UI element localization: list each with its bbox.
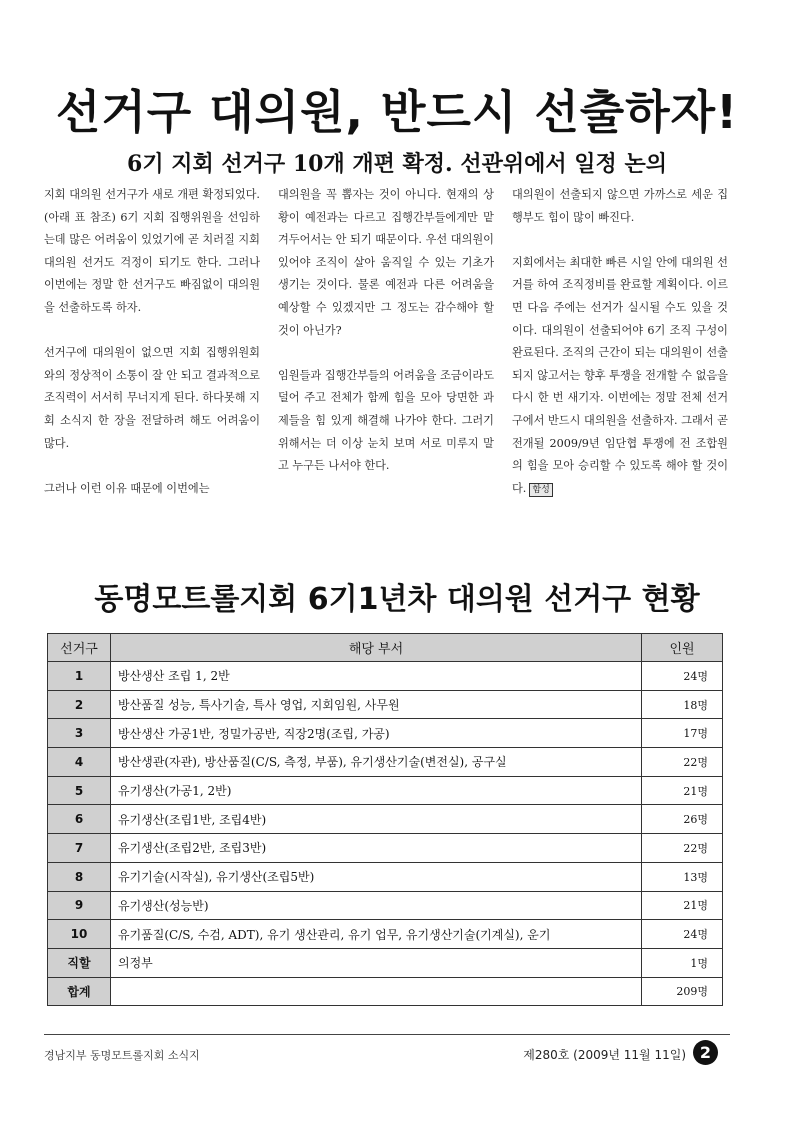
department-cell: 방산생관(자관), 방산품질(C/S, 측정, 부품), 유기생산기술(변전실), 공구실 [111,748,642,777]
footer-issue: 제280호 (2009년 11월 11일) [523,1048,686,1062]
count-cell: 209명 [642,977,723,1006]
paragraph: 대의원이 선출되지 않으면 가까스로 세운 집행부도 힘이 많이 빠진다. [512,188,728,224]
district-cell: 3 [48,719,111,748]
department-cell: 유기생산(가공1, 2반) [111,776,642,805]
table-total-row [48,977,723,1006]
article-body [44,184,730,500]
table-row [48,834,723,863]
district-cell: 1 [48,662,111,691]
column-header-count: 인원 [642,634,723,662]
paragraph: 지회 대의원 선거구가 새로 개편 확정되었다. (아래 표 참조) 6기 지회 집행위원을 선임하는데 많은 어려움이 있었기에 곧 치러질 지회 대의원 선거도 걱정이 되기도 한다. 그러나 이번에는 정말 한 선거구도 빠짐없이 대의원을 선출하도록 하자. [44,188,260,314]
table-row [48,776,723,805]
district-cell: 6 [48,805,111,834]
paragraph: 대의원을 꼭 뽑자는 것이 아니다. 현재의 상황이 예전과는 다르고 집행간부들에게만 맡겨두어서는 안 되기 때문이다. 우선 대의원이 있어야 조직이 살아 움직일 수 있는 기초가 생기는 것이다. 물론 예전과 다른 어려움을 예상할 수 있겠지만 그 정도는 감수해야 할 것이 아닌가? [278,188,494,337]
count-cell: 18명 [642,690,723,719]
district-cell: 4 [48,748,111,777]
district-cell: 8 [48,862,111,891]
paragraph: 선거구에 대의원이 없으면 지회 집행위원회와의 정상적이 소통이 잘 안 되고 결과적으로 조직력이 서서히 무너지게 된다. 하다못해 지회 소식지 한 장을 전달하려 해도 어려움이 많다. [44,346,260,450]
department-cell: 방산생산 조립 1, 2반 [111,662,642,691]
department-cell: 유기생산(조립2반, 조립3반) [111,834,642,863]
table-row [48,948,723,977]
district-cell: 직할 [48,948,111,977]
district-cell: 7 [48,834,111,863]
count-cell: 24명 [642,920,723,949]
subheadline: 6기 지회 선거구 10개 개편 확정. 선관위에서 일정 논의 [127,151,667,177]
table-row [48,891,723,920]
table-title: 동명모트롤지회 6기1년차 대의원 선거구 현황 [94,582,700,617]
district-cell: 2 [48,690,111,719]
footer-divider [44,1034,730,1035]
article-column-3 [512,184,728,500]
footer-publisher: 경남지부 동명모트롤지회 소식지 [44,1049,200,1062]
paragraph: 임원들과 집행간부들의 어려움을 조금이라도 덜어 주고 전체가 함께 힘을 모아 당면한 과제들을 힘 있게 해결해 나가야 한다. 그러기 위해서는 더 이상 눈치 보며 서로 미루지 말고 누구든 나서야 한다. [278,368,495,473]
count-cell: 22명 [642,748,723,777]
table-row [48,862,723,891]
department-cell: 유기생산(성능반) [111,891,642,920]
paragraph [512,252,728,501]
column-header-district: 선거구 [48,634,111,662]
count-cell: 22명 [642,834,723,863]
department-cell: 의정부 [111,948,642,977]
table-row [48,662,723,691]
table-row [48,748,723,777]
department-cell: 방산품질 성능, 특사기술, 특사 영업, 지회임원, 사무원 [111,690,642,719]
district-cell: 5 [48,776,111,805]
paragraph: 그러나 이런 이유 때문에 이번에는 [44,481,210,495]
count-cell: 21명 [642,776,723,805]
table-row [48,690,723,719]
sign-mark: 함성 [529,483,552,497]
district-cell: 9 [48,891,111,920]
count-cell: 17명 [642,719,723,748]
department-cell: 방산생산 가공1반, 정밀가공반, 직장2명(조립, 가공) [111,719,642,748]
table-row [48,805,723,834]
table-row [48,920,723,949]
count-cell: 13명 [642,862,723,891]
department-cell: 유기품질(C/S, 수검, ADT), 유기 생산관리, 유기 업무, 유기생산기술(기계실), 운기 [111,920,642,949]
table-header-row [48,634,723,662]
article-column-1 [44,184,260,500]
department-cell [111,977,642,1006]
department-cell: 유기생산(조립1반, 조립4반) [111,805,642,834]
count-cell: 1명 [642,948,723,977]
count-cell: 21명 [642,891,723,920]
headline: 선거구 대의원, 반드시 선출하자! [55,85,739,139]
district-cell: 10 [48,920,111,949]
department-cell: 유기기술(시작실), 유기생산(조립5반) [111,862,642,891]
table-row [48,719,723,748]
paragraph-text: 지회에서는 최대한 빠른 시일 안에 대의원 선거를 하여 조직정비를 완료할 계획이다. 이르면 다음 주에는 선거가 실시될 수도 있을 것이다. 대의원이 선출되어야 6기 조직 구성이 완료된다. 조직의 근간이 되는 대의원이 선출되지 않고서는 향후 투쟁을 전개할 수 없음을 다시 한 번 새기자. 이번에는 정말 전체 선거구에서 반드시 대의원을 선출하자. 그래서 곧 전개될 2009/9년 임단협 투쟁에 전 조합원의 힘을 모아 승리할 수 있도록 해야 할 것이다. [512,255,728,495]
page-number: 2 [693,1040,718,1065]
count-cell: 24명 [642,662,723,691]
column-header-department: 해당 부서 [111,634,642,662]
count-cell: 26명 [642,805,723,834]
district-cell: 합계 [48,977,111,1006]
article-column-2 [278,184,494,500]
district-table [47,633,723,1006]
